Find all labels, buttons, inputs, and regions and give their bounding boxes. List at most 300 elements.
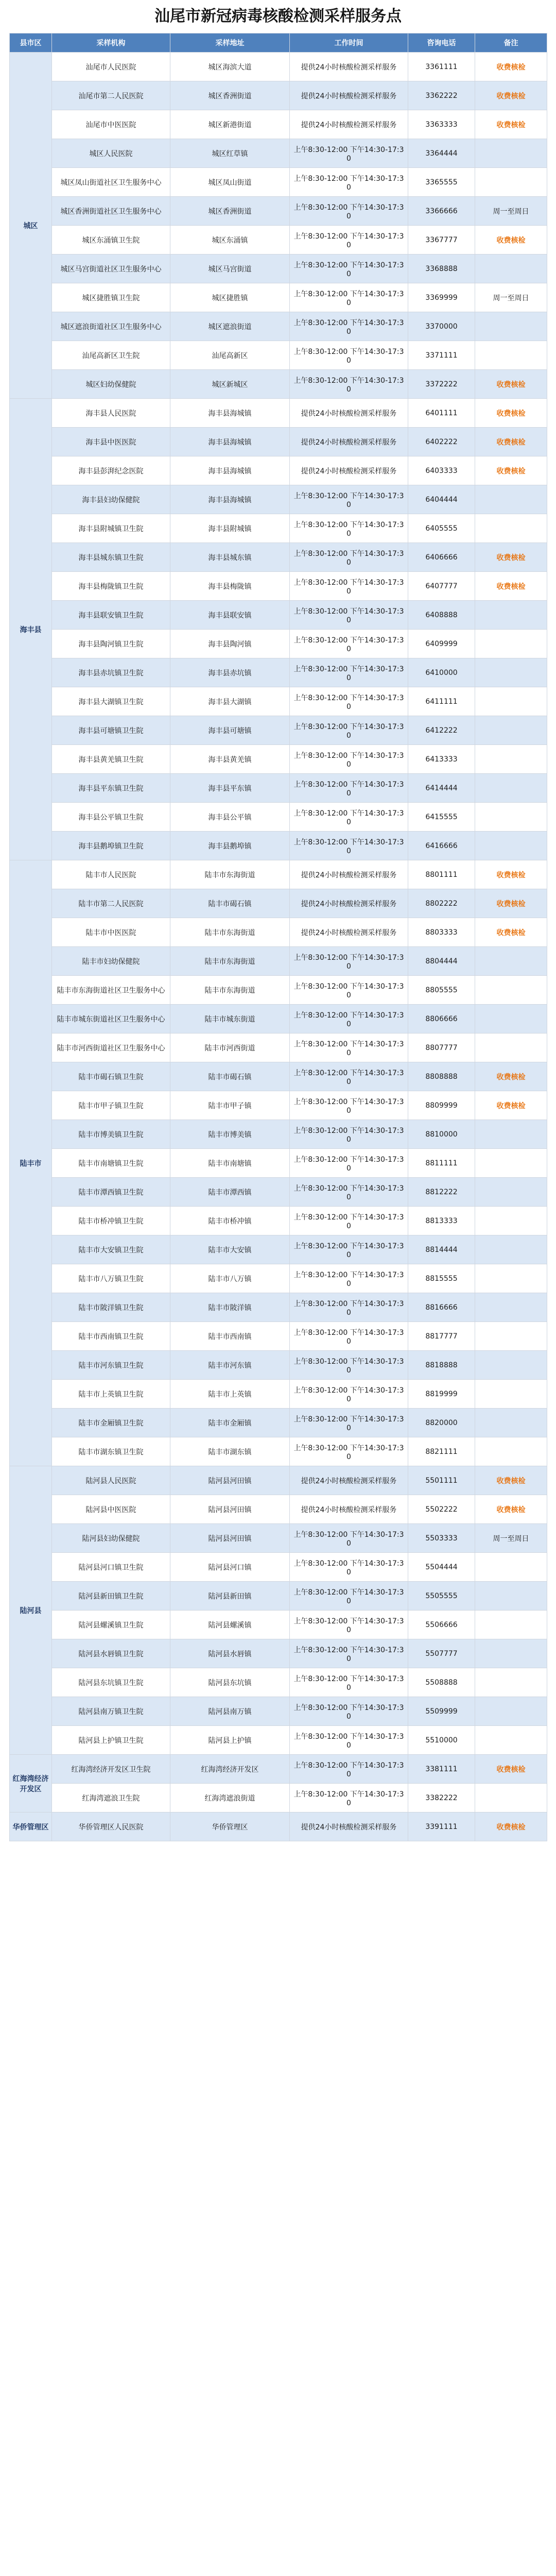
station-cell: 陆丰市第二人民医院: [52, 889, 170, 918]
address-cell: 城区新城区: [170, 370, 290, 399]
table-row: [10, 81, 547, 110]
address-cell: 海丰县海城镇: [170, 428, 290, 456]
phone-cell: 6401111: [408, 399, 475, 428]
phone-cell: 8816666: [408, 1293, 475, 1322]
address-cell: 陆丰市碣石镇: [170, 889, 290, 918]
note-cell: [475, 1293, 547, 1322]
table-header-row: [10, 33, 547, 53]
page-title: 汕尾市新冠病毒核酸检测采样服务点: [154, 7, 402, 25]
hours-cell: 上午8:30-12:00 下午14:30-17:30: [290, 226, 408, 255]
phone-cell: 5505555: [408, 1582, 475, 1611]
address-cell: 城区香洲街道: [170, 197, 290, 226]
note-cell: [475, 1207, 547, 1235]
table-row: [10, 1235, 547, 1264]
station-cell: 陆丰市人民医院: [52, 860, 170, 889]
address-cell: 海丰县赤坑镇: [170, 658, 290, 687]
hours-cell: 上午8:30-12:00 下午14:30-17:30: [290, 601, 408, 630]
note-cell: [475, 976, 547, 1005]
address-cell: 城区凤山街道: [170, 168, 290, 197]
station-cell: 海丰县可塘镇卫生院: [52, 716, 170, 745]
hours-cell: 上午8:30-12:00 下午14:30-17:30: [290, 745, 408, 774]
note-cell: [475, 716, 547, 745]
phone-cell: 8804444: [408, 947, 475, 976]
note-cell: 收费核检: [475, 399, 547, 428]
phone-cell: 6411111: [408, 687, 475, 716]
hours-cell: 上午8:30-12:00 下午14:30-17:30: [290, 1091, 408, 1120]
note-cell: 收费核检: [475, 81, 547, 110]
phone-cell: 3362222: [408, 81, 475, 110]
hours-cell: 提供24小时核酸检测采样服务: [290, 1466, 408, 1495]
table-row: [10, 197, 547, 226]
address-cell: 陆丰市东海街道: [170, 947, 290, 976]
address-cell: 陆河县螺溪镇: [170, 1611, 290, 1639]
hours-cell: 上午8:30-12:00 下午14:30-17:30: [290, 1033, 408, 1062]
hours-cell: 提供24小时核酸检测采样服务: [290, 1812, 408, 1841]
hours-cell: 上午8:30-12:00 下午14:30-17:30: [290, 716, 408, 745]
table-row: [10, 774, 547, 803]
hours-cell: 上午8:30-12:00 下午14:30-17:30: [290, 1149, 408, 1178]
phone-cell: 3381111: [408, 1755, 475, 1784]
hours-cell: 提供24小时核酸检测采样服务: [290, 428, 408, 456]
station-cell: 陆丰市桥冲镇卫生院: [52, 1207, 170, 1235]
note-cell: [475, 1264, 547, 1293]
station-cell: 红海湾经济开发区卫生院: [52, 1755, 170, 1784]
phone-cell: 3363333: [408, 110, 475, 139]
station-cell: 海丰县彭湃纪念医院: [52, 456, 170, 485]
phone-cell: 8821111: [408, 1437, 475, 1466]
phone-cell: 6402222: [408, 428, 475, 456]
note-cell: [475, 803, 547, 832]
hours-cell: 上午8:30-12:00 下午14:30-17:30: [290, 1409, 408, 1437]
phone-cell: 6414444: [408, 774, 475, 803]
note-cell: [475, 1639, 547, 1668]
district-cell: 海丰县: [10, 399, 52, 860]
station-cell: 城区东涌镇卫生院: [52, 226, 170, 255]
address-cell: 陆河县河田镇: [170, 1495, 290, 1524]
header-address: 采样地址: [170, 33, 290, 53]
hours-cell: 上午8:30-12:00 下午14:30-17:30: [290, 976, 408, 1005]
header-phone: 咨询电话: [408, 33, 475, 53]
table-row: [10, 572, 547, 601]
hours-cell: 提供24小时核酸检测采样服务: [290, 81, 408, 110]
address-cell: 陆河县河口镇: [170, 1553, 290, 1582]
station-cell: 城区凤山街道社区卫生服务中心: [52, 168, 170, 197]
table-row: [10, 1466, 547, 1495]
table-row: [10, 370, 547, 399]
station-cell: 汕尾市中医医院: [52, 110, 170, 139]
address-cell: 海丰县联安镇: [170, 601, 290, 630]
address-cell: 陆丰市河西街道: [170, 1033, 290, 1062]
hours-cell: 提供24小时核酸检测采样服务: [290, 1495, 408, 1524]
hours-cell: 上午8:30-12:00 下午14:30-17:30: [290, 1235, 408, 1264]
address-cell: 陆河县上护镇: [170, 1726, 290, 1755]
district-cell: 城区: [10, 53, 52, 399]
station-cell: 海丰县联安镇卫生院: [52, 601, 170, 630]
note-cell: 收费核检: [475, 543, 547, 572]
phone-cell: 5506666: [408, 1611, 475, 1639]
table-row: [10, 803, 547, 832]
phone-cell: 6416666: [408, 832, 475, 860]
address-cell: 陆河县河田镇: [170, 1524, 290, 1553]
phone-cell: 8811111: [408, 1149, 475, 1178]
address-cell: 陆河县水唇镇: [170, 1639, 290, 1668]
hours-cell: 上午8:30-12:00 下午14:30-17:30: [290, 1726, 408, 1755]
header-district: 县市区: [10, 33, 52, 53]
station-cell: 海丰县黄羌镇卫生院: [52, 745, 170, 774]
table-row: [10, 110, 547, 139]
header-station: 采样机构: [52, 33, 170, 53]
station-cell: 城区香洲街道社区卫生服务中心: [52, 197, 170, 226]
station-cell: 红海湾遮浪卫生院: [52, 1784, 170, 1812]
table-row: [10, 1784, 547, 1812]
phone-cell: 8810000: [408, 1120, 475, 1149]
note-cell: [475, 774, 547, 803]
address-cell: 海丰县城东镇: [170, 543, 290, 572]
note-cell: [475, 1553, 547, 1582]
table-row: [10, 947, 547, 976]
address-cell: 城区东涌镇: [170, 226, 290, 255]
phone-cell: 6409999: [408, 630, 475, 658]
station-cell: 华侨管理区人民医院: [52, 1812, 170, 1841]
phone-cell: 3391111: [408, 1812, 475, 1841]
header-hours: 工作时间: [290, 33, 408, 53]
table-row: [10, 1697, 547, 1726]
note-cell: [475, 745, 547, 774]
note-cell: [475, 832, 547, 860]
hours-cell: 上午8:30-12:00 下午14:30-17:30: [290, 543, 408, 572]
phone-cell: 5509999: [408, 1697, 475, 1726]
address-cell: 陆河县东坑镇: [170, 1668, 290, 1697]
station-cell: 海丰县公平镇卫生院: [52, 803, 170, 832]
note-cell: [475, 601, 547, 630]
table-row: [10, 456, 547, 485]
hours-cell: 上午8:30-12:00 下午14:30-17:30: [290, 312, 408, 341]
note-cell: 收费核检: [475, 53, 547, 81]
hours-cell: 提供24小时核酸检测采样服务: [290, 860, 408, 889]
note-cell: 收费核检: [475, 889, 547, 918]
note-cell: [475, 1149, 547, 1178]
address-cell: 陆丰市湖东镇: [170, 1437, 290, 1466]
table-row: [10, 1062, 547, 1091]
table-row: [10, 1812, 547, 1841]
note-cell: 收费核检: [475, 370, 547, 399]
phone-cell: 3372222: [408, 370, 475, 399]
note-cell: [475, 168, 547, 197]
station-cell: 陆河县南万镇卫生院: [52, 1697, 170, 1726]
note-cell: 收费核检: [475, 1091, 547, 1120]
address-cell: 陆丰市博美镇: [170, 1120, 290, 1149]
district-cell: 陆丰市: [10, 860, 52, 1466]
address-cell: 汕尾高新区: [170, 341, 290, 370]
table-row: [10, 918, 547, 947]
note-cell: [475, 1005, 547, 1033]
note-cell: 收费核检: [475, 572, 547, 601]
phone-cell: 6404444: [408, 485, 475, 514]
station-cell: 陆河县人民医院: [52, 1466, 170, 1495]
phone-cell: 6412222: [408, 716, 475, 745]
note-cell: [475, 1235, 547, 1264]
note-cell: [475, 514, 547, 543]
hours-cell: 上午8:30-12:00 下午14:30-17:30: [290, 370, 408, 399]
hours-cell: 上午8:30-12:00 下午14:30-17:30: [290, 1120, 408, 1149]
table-row: [10, 1207, 547, 1235]
table-row: [10, 1409, 547, 1437]
hours-cell: 上午8:30-12:00 下午14:30-17:30: [290, 1668, 408, 1697]
phone-cell: 8808888: [408, 1062, 475, 1091]
hours-cell: 上午8:30-12:00 下午14:30-17:30: [290, 1062, 408, 1091]
address-cell: 陆丰市潭西镇: [170, 1178, 290, 1207]
station-cell: 陆丰市湖东镇卫生院: [52, 1437, 170, 1466]
address-cell: 陆丰市西南镇: [170, 1322, 290, 1351]
note-cell: 周一至周日: [475, 197, 547, 226]
note-cell: [475, 1409, 547, 1437]
address-cell: 华侨管理区: [170, 1812, 290, 1841]
hours-cell: 上午8:30-12:00 下午14:30-17:30: [290, 803, 408, 832]
hours-cell: 上午8:30-12:00 下午14:30-17:30: [290, 1264, 408, 1293]
phone-cell: 8812222: [408, 1178, 475, 1207]
address-cell: 城区红草镇: [170, 139, 290, 168]
station-cell: 陆丰市河东镇卫生院: [52, 1351, 170, 1380]
hours-cell: 上午8:30-12:00 下午14:30-17:30: [290, 485, 408, 514]
hours-cell: 上午8:30-12:00 下午14:30-17:30: [290, 687, 408, 716]
hours-cell: 上午8:30-12:00 下午14:30-17:30: [290, 255, 408, 283]
station-cell: 海丰县赤坑镇卫生院: [52, 658, 170, 687]
station-cell: 陆丰市东海街道社区卫生服务中心: [52, 976, 170, 1005]
station-cell: 陆河县妇幼保健院: [52, 1524, 170, 1553]
hours-cell: 上午8:30-12:00 下午14:30-17:30: [290, 283, 408, 312]
station-cell: 汕尾市人民医院: [52, 53, 170, 81]
phone-cell: 8819999: [408, 1380, 475, 1409]
hours-cell: 上午8:30-12:00 下午14:30-17:30: [290, 1755, 408, 1784]
hours-cell: 上午8:30-12:00 下午14:30-17:30: [290, 197, 408, 226]
address-cell: 海丰县海城镇: [170, 456, 290, 485]
hours-cell: 上午8:30-12:00 下午14:30-17:30: [290, 1437, 408, 1466]
station-cell: 陆丰市甲子镇卫生院: [52, 1091, 170, 1120]
table-row: [10, 283, 547, 312]
address-cell: 陆丰市城东街道: [170, 1005, 290, 1033]
phone-cell: 8806666: [408, 1005, 475, 1033]
address-cell: 红海湾遮浪街道: [170, 1784, 290, 1812]
station-cell: 陆河县水唇镇卫生院: [52, 1639, 170, 1668]
phone-cell: 8813333: [408, 1207, 475, 1235]
hours-cell: 上午8:30-12:00 下午14:30-17:30: [290, 1524, 408, 1553]
address-cell: 陆丰市碣石镇: [170, 1062, 290, 1091]
station-cell: 陆丰市陂洋镇卫生院: [52, 1293, 170, 1322]
note-cell: [475, 1582, 547, 1611]
phone-cell: 6415555: [408, 803, 475, 832]
phone-cell: 8809999: [408, 1091, 475, 1120]
phone-cell: 5510000: [408, 1726, 475, 1755]
station-cell: 海丰县附城镇卫生院: [52, 514, 170, 543]
table-row: [10, 1149, 547, 1178]
station-cell: 海丰县人民医院: [52, 399, 170, 428]
address-cell: 海丰县鹅埠镇: [170, 832, 290, 860]
address-cell: 陆丰市桥冲镇: [170, 1207, 290, 1235]
hours-cell: 上午8:30-12:00 下午14:30-17:30: [290, 1178, 408, 1207]
table-body: [10, 53, 547, 1841]
station-cell: 海丰县平东镇卫生院: [52, 774, 170, 803]
phone-cell: 3366666: [408, 197, 475, 226]
note-cell: 周一至周日: [475, 283, 547, 312]
note-cell: [475, 1697, 547, 1726]
station-cell: 陆丰市河西街道社区卫生服务中心: [52, 1033, 170, 1062]
hours-cell: 上午8:30-12:00 下午14:30-17:30: [290, 1784, 408, 1812]
hours-cell: 上午8:30-12:00 下午14:30-17:30: [290, 1380, 408, 1409]
table-row: [10, 53, 547, 81]
station-cell: 陆丰市大安镇卫生院: [52, 1235, 170, 1264]
phone-cell: 5507777: [408, 1639, 475, 1668]
phone-cell: 5503333: [408, 1524, 475, 1553]
table-row: [10, 1322, 547, 1351]
note-cell: [475, 1437, 547, 1466]
header-note: 备注: [475, 33, 547, 53]
hours-cell: 上午8:30-12:00 下午14:30-17:30: [290, 1639, 408, 1668]
table-row: [10, 1264, 547, 1293]
station-cell: 海丰县妇幼保健院: [52, 485, 170, 514]
table-row: [10, 226, 547, 255]
address-cell: 陆丰市东海街道: [170, 860, 290, 889]
note-cell: [475, 485, 547, 514]
table-row: [10, 630, 547, 658]
station-cell: 海丰县城东镇卫生院: [52, 543, 170, 572]
note-cell: [475, 1033, 547, 1062]
hours-cell: 上午8:30-12:00 下午14:30-17:30: [290, 1351, 408, 1380]
address-cell: 陆河县河田镇: [170, 1466, 290, 1495]
address-cell: 陆丰市甲子镇: [170, 1091, 290, 1120]
phone-cell: 6403333: [408, 456, 475, 485]
table-row: [10, 1293, 547, 1322]
table-row: [10, 1351, 547, 1380]
table-row: [10, 1380, 547, 1409]
phone-cell: 8801111: [408, 860, 475, 889]
phone-cell: 3364444: [408, 139, 475, 168]
address-cell: 陆河县南万镇: [170, 1697, 290, 1726]
hours-cell: 上午8:30-12:00 下午14:30-17:30: [290, 572, 408, 601]
table-row: [10, 1611, 547, 1639]
table-row: [10, 601, 547, 630]
note-cell: [475, 1351, 547, 1380]
station-cell: 城区遮浪街道社区卫生服务中心: [52, 312, 170, 341]
address-cell: 海丰县陶河镇: [170, 630, 290, 658]
note-cell: [475, 947, 547, 976]
address-cell: 海丰县可塘镇: [170, 716, 290, 745]
station-cell: 陆河县东坑镇卫生院: [52, 1668, 170, 1697]
hours-cell: 上午8:30-12:00 下午14:30-17:30: [290, 947, 408, 976]
address-cell: 陆丰市金厢镇: [170, 1409, 290, 1437]
station-cell: 城区人民医院: [52, 139, 170, 168]
table-row: [10, 687, 547, 716]
table-row: [10, 428, 547, 456]
station-cell: 陆丰市妇幼保健院: [52, 947, 170, 976]
hours-cell: 上午8:30-12:00 下午14:30-17:30: [290, 774, 408, 803]
phone-cell: 3371111: [408, 341, 475, 370]
note-cell: [475, 1178, 547, 1207]
station-cell: 陆丰市博美镇卫生院: [52, 1120, 170, 1149]
address-cell: 海丰县黄羌镇: [170, 745, 290, 774]
hours-cell: 上午8:30-12:00 下午14:30-17:30: [290, 630, 408, 658]
table-row: [10, 543, 547, 572]
phone-cell: 6407777: [408, 572, 475, 601]
address-cell: 城区捷胜镇: [170, 283, 290, 312]
note-cell: [475, 1784, 547, 1812]
table-row: [10, 1553, 547, 1582]
table-row: [10, 1582, 547, 1611]
note-cell: [475, 255, 547, 283]
table-row: [10, 1005, 547, 1033]
table-row: [10, 1639, 547, 1668]
phone-cell: 8818888: [408, 1351, 475, 1380]
station-cell: 陆丰市金厢镇卫生院: [52, 1409, 170, 1437]
address-cell: 陆丰市八万镇: [170, 1264, 290, 1293]
note-cell: 收费核检: [475, 428, 547, 456]
station-cell: 陆河县中医医院: [52, 1495, 170, 1524]
table-row: [10, 1091, 547, 1120]
hours-cell: 上午8:30-12:00 下午14:30-17:30: [290, 1005, 408, 1033]
address-cell: 城区新港街道: [170, 110, 290, 139]
table-row: [10, 1726, 547, 1755]
table-row: [10, 1524, 547, 1553]
phone-cell: 6410000: [408, 658, 475, 687]
address-cell: 陆丰市南塘镇: [170, 1149, 290, 1178]
station-cell: 城区妇幼保健院: [52, 370, 170, 399]
note-cell: 周一至周日: [475, 1524, 547, 1553]
station-cell: 海丰县梅陇镇卫生院: [52, 572, 170, 601]
note-cell: 收费核检: [475, 918, 547, 947]
station-cell: 陆丰市碣石镇卫生院: [52, 1062, 170, 1091]
address-cell: 陆河县新田镇: [170, 1582, 290, 1611]
note-cell: 收费核检: [475, 1466, 547, 1495]
note-cell: [475, 1120, 547, 1149]
phone-cell: 6413333: [408, 745, 475, 774]
station-cell: 陆丰市八万镇卫生院: [52, 1264, 170, 1293]
station-cell: 城区捷胜镇卫生院: [52, 283, 170, 312]
note-cell: [475, 139, 547, 168]
station-cell: 陆河县上护镇卫生院: [52, 1726, 170, 1755]
table-row: [10, 168, 547, 197]
station-cell: 陆丰市南塘镇卫生院: [52, 1149, 170, 1178]
station-cell: 海丰县中医医院: [52, 428, 170, 456]
phone-cell: 6405555: [408, 514, 475, 543]
note-cell: [475, 341, 547, 370]
station-cell: 陆丰市中医医院: [52, 918, 170, 947]
table-row: [10, 139, 547, 168]
phone-cell: 5504444: [408, 1553, 475, 1582]
table-row: [10, 889, 547, 918]
district-cell: 华侨管理区: [10, 1812, 52, 1841]
hours-cell: 上午8:30-12:00 下午14:30-17:30: [290, 658, 408, 687]
note-cell: [475, 1611, 547, 1639]
hours-cell: 上午8:30-12:00 下午14:30-17:30: [290, 1322, 408, 1351]
table-row: [10, 1495, 547, 1524]
address-cell: 城区遮浪街道: [170, 312, 290, 341]
table-row: [10, 1668, 547, 1697]
phone-cell: 8817777: [408, 1322, 475, 1351]
table-row: [10, 312, 547, 341]
phone-cell: 6406666: [408, 543, 475, 572]
phone-cell: 5502222: [408, 1495, 475, 1524]
phone-cell: 8807777: [408, 1033, 475, 1062]
note-cell: 收费核检: [475, 456, 547, 485]
phone-cell: 5501111: [408, 1466, 475, 1495]
address-cell: 海丰县大湖镇: [170, 687, 290, 716]
address-cell: 海丰县平东镇: [170, 774, 290, 803]
phone-cell: 3368888: [408, 255, 475, 283]
note-cell: [475, 1726, 547, 1755]
phone-cell: 3365555: [408, 168, 475, 197]
note-cell: [475, 1322, 547, 1351]
hours-cell: 提供24小时核酸检测采样服务: [290, 110, 408, 139]
phone-cell: 3367777: [408, 226, 475, 255]
